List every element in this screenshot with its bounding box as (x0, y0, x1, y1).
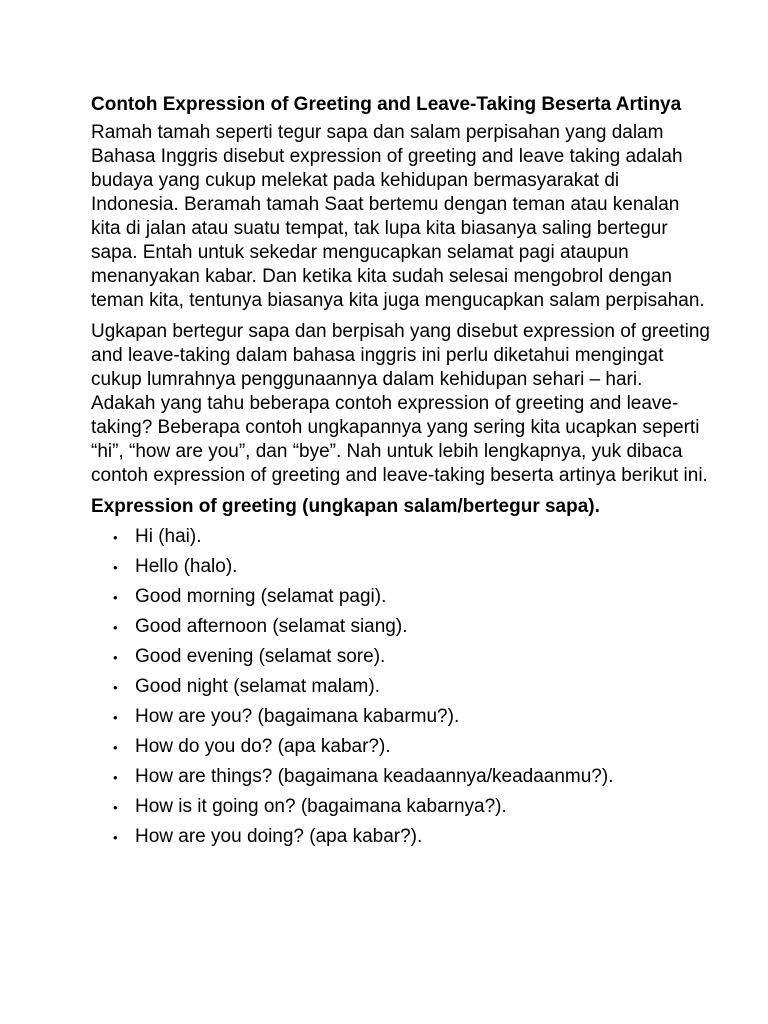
list-item (91, 675, 711, 699)
list-item (91, 555, 711, 579)
list-item-text: Hi (hai). (135, 526, 202, 547)
list-item (91, 645, 711, 669)
explanation-paragraph: Ugkapan bertegur sapa dan berpisah yang disebut expression of greeting and leave-taking dalam bahasa inggris ini perlu diketahui mengingat cukup lumrahnya penggunaannya dalam kehidupan sehari – hari. Adakah yang tahu beberapa contoh expression of greeting and leave-taking? Beberapa contoh ungkapannya yang sering kita ucapkan seperti “hi”, “how are you”, dan “bye”. Nah untuk lebih lengkapnya, yuk dibaca contoh expression of greeting and leave-taking beserta artinya berikut ini. (91, 321, 710, 486)
intro-paragraph: Ramah tamah seperti tegur sapa dan salam perpisahan yang dalam Bahasa Inggris disebut expression of greeting and leave taking adalah budaya yang cukup melekat pada kehidupan bermasyarakat di Indonesia. Beramah tamah Saat bertemu dengan teman atau kenalan kita di jalan atau suatu tempat, tak lupa kita biasanya saling bertegur sapa. Entah untuk sekedar mengucapkan selamat pagi ataupun menanyakan kabar. Dan ketika kita sudah selesai mengobrol dengan teman kita, tentunya biasanya kita juga mengucapkan salam perpisahan. (91, 122, 705, 311)
bullet-icon: • (113, 650, 118, 665)
bullet-icon: • (113, 770, 118, 785)
document-page (91, 93, 711, 855)
list-item-text: Good evening (selamat sore). (135, 646, 386, 667)
document-title: Contoh Expression of Greeting and Leave-Taking Beserta Artinya (91, 94, 682, 115)
list-item-text: How is it going on? (bagaimana kabarnya?). (135, 796, 507, 817)
bullet-icon: • (113, 560, 118, 575)
list-item (91, 525, 711, 549)
list-item (91, 705, 711, 729)
list-item (91, 795, 711, 819)
greeting-list (91, 525, 711, 849)
bullet-icon: • (113, 830, 118, 845)
list-item (91, 825, 711, 849)
bullet-icon: • (113, 530, 118, 545)
list-item-text: How are you doing? (apa kabar?). (135, 826, 423, 847)
list-item (91, 765, 711, 789)
list-item-text: Good morning (selamat pagi). (135, 586, 387, 607)
list-item (91, 735, 711, 759)
bullet-icon: • (113, 800, 118, 815)
list-item (91, 615, 711, 639)
list-item (91, 585, 711, 609)
bullet-icon: • (113, 740, 118, 755)
section-heading: Expression of greeting (ungkapan salam/bertegur sapa). (91, 496, 600, 517)
list-item-text: Good afternoon (selamat siang). (135, 616, 408, 637)
bullet-icon: • (113, 620, 118, 635)
bullet-icon: • (113, 710, 118, 725)
list-item-text: Hello (halo). (135, 556, 238, 577)
list-item-text: How are you? (bagaimana kabarmu?). (135, 706, 460, 727)
bullet-icon: • (113, 680, 118, 695)
list-item-text: How are things? (bagaimana keadaannya/keadaanmu?). (135, 766, 614, 787)
bullet-icon: • (113, 590, 118, 605)
list-item-text: Good night (selamat malam). (135, 676, 380, 697)
list-item-text: How do you do? (apa kabar?). (135, 736, 391, 757)
